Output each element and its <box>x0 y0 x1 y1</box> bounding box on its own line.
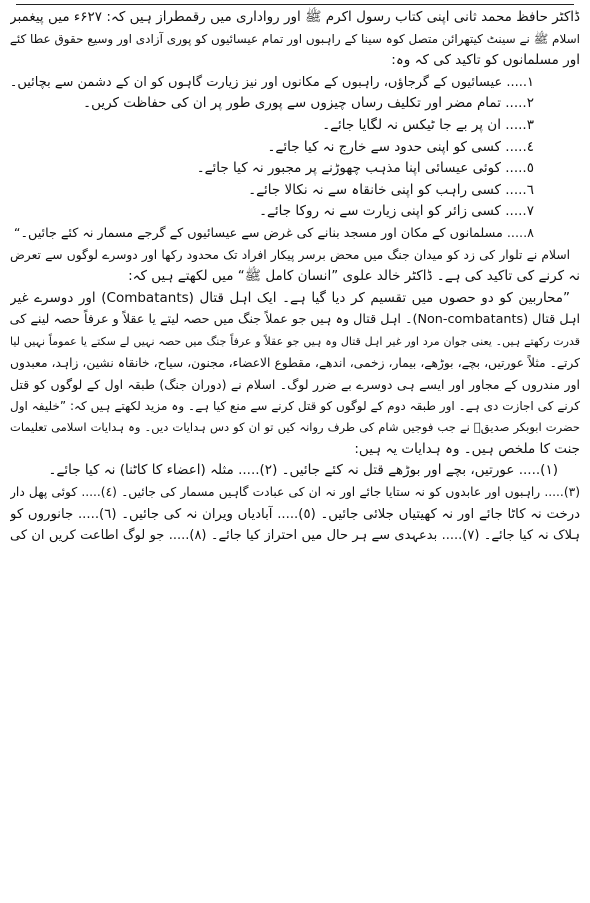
instructions-line-4: ہلاک نہ کیا جائے۔ (٧)..... بدعہدی سے ہر حال میں احتراز کیا جائے۔ (٨)..... جو لوگ اطاعت کریں ان کی <box>10 528 580 544</box>
intro-line-2: اسلام ﷺ نے سینٹ کیتھرائن متصل کوہ سینا کے راہبوں اور تمام عیسائیوں کو پوری آزادی اور وسیع حقوق عطا کئے <box>10 31 580 46</box>
list-item-4: ٤..... کسی کو اپنی حدود سے خارج نہ کیا جائے۔ <box>267 138 534 155</box>
list-item-7: ٧..... کسی زائر کو اپنی زیارت سے نہ روکا جائے۔ <box>259 203 534 220</box>
quote-line-8: جنت کا ملخص ہیں۔ وہ ہدایات یہ ہیں: <box>354 440 580 457</box>
list-item-3: ٣..... ان پر بے جا ٹیکس نہ لگایا جائے۔ <box>322 116 534 133</box>
top-divider <box>16 4 574 5</box>
list-item-1: ١..... عیسائیوں کے گرجاؤں، راہبوں کے مکانوں اور نیز زیارت گاہوں کو ان کے دشمن سے بچائیں۔ <box>10 74 534 90</box>
instructions-line-3: درخت نہ کاٹا جائے اور نہ کھیتیاں جلائی جائیں۔ (٥)..... آبادیاں ویران نہ کی جائیں۔ (٦)..... جانوروں کو <box>10 506 580 522</box>
list-item-5: ٥..... کوئی عیسائی اپنا مذہب چھوڑنے پر مجبور نہ کیا جائے۔ <box>196 160 534 177</box>
intro-line-1: ڈاکٹر حافظ محمد ثانی اپنی کتاب رسول اکرم ﷺ اور رواداری میں رقمطراز ہیں کہ: ۶۲۷ء میں پیغمبر <box>10 9 580 25</box>
quote-line-6: کرنے کی اجازت دی ہے۔ اور طبقہ دوم کے لوگوں کو قتل کرنے سے منع کیا ہے۔ وہ مزید لکھتے ہیں کہ: ”خلیفہ اول <box>10 398 580 413</box>
list-item-8: ٨..... مسلمانوں کے مکان اور مسجد بنانے کی غرض سے عیسائیوں کے گرجے مسمار نہ کئے جائیں۔“ <box>13 225 534 241</box>
list-item-2: ٢..... تمام مضر اور تکلیف رساں چیزوں سے پوری طور پر ان کی حفاظت کریں۔ <box>83 95 534 112</box>
quote-line-4: کرتے۔ مثلاً عورتیں، بچے، بوڑھے، بیمار، زخمی، اندھے، مقطوع الاعضاء، مجنون، سیاح، خانقاہ نشین، زاہد، معبدوں <box>10 355 580 370</box>
quote-line-5: اور مندروں کے مجاور اور ایسے ہی دوسرے بے ضرر لوگ۔ اسلام نے (دوران جنگ) طبقہ اول کے لوگوں کو قتل <box>10 377 580 393</box>
instructions-line-2: (٣)..... راہبوں اور عابدوں کو نہ ستایا جائے اور نہ ان کی عبادت گاہیں مسمار کی جائیں۔ (٤)..... کوئی پھل دار <box>10 485 580 500</box>
list-item-6: ٦..... کسی راہب کو اپنی خانقاہ سے نہ نکالا جائے۔ <box>248 181 534 198</box>
paragraph-2-line-1: اسلام نے تلوار کی زد کو میدان جنگ میں محض برسر پیکار افراد تک محدود رکھا اور دوسرے لوگوں سے تعرض <box>10 247 570 262</box>
quote-line-1: ”محاربین کو دو حصوں میں تقسیم کر دیا گیا ہے۔ ایک اہل قتال (Combatants) اور دوسرے غیر <box>10 289 570 306</box>
quote-line-7: حضرت ابوبکر صدیقؓ نے جب فوجیں شام کی طرف روانہ کیں تو ان کو دس ہدایات دیں۔ وہ ہدایات اسلامی تعلیمات <box>10 420 580 435</box>
instructions-line-1: (١)..... عورتیں، بچے اور بوڑھے قتل نہ کئے جائیں۔ (٢)..... مثلہ (اعضاء کا کاٹنا) نہ کیا جائے۔ <box>48 462 558 479</box>
paragraph-2-line-2: نہ کرنے کی تاکید کی ہے۔ ڈاکٹر خالد علوی ”انسان کامل ﷺ“ میں لکھتے ہیں کہ: <box>128 268 580 285</box>
intro-line-3: اور مسلمانوں کو تاکید کی کہ وہ: <box>391 52 580 69</box>
quote-line-3: قدرت رکھتے ہیں۔ یعنی جوان مرد اور غیر اہل قتال وہ ہیں جو عقلاً و عرفاً جنگ میں حصہ نہیں لے سکتے یا عموماً نہیں لیا <box>10 334 580 348</box>
quote-line-2: اہل قتال (Non-combatants)۔ اہل قتال وہ ہیں جو عملاً جنگ میں حصہ لیتے یا عقلاً و عرفاً حصہ لینے کی <box>10 312 580 328</box>
